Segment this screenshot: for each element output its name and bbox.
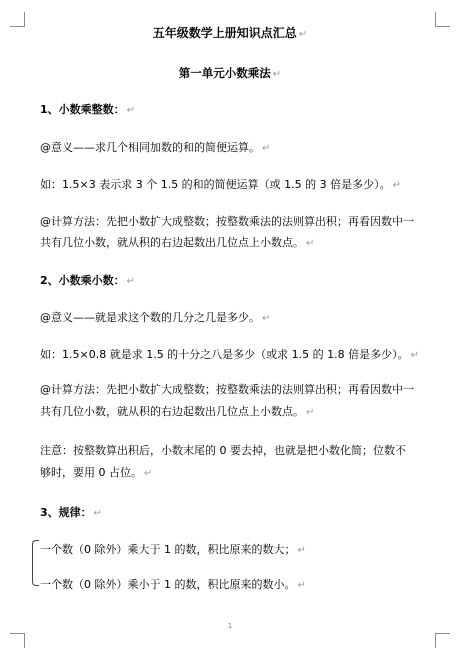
paragraph-text: @意义——求几个相同加数的和的简便运算。 ↵	[40, 141, 271, 154]
paragraph-text: @计算方法：先把小数扩大成整数；按整数乘法的法则算出积；再看因数中一	[40, 215, 414, 228]
paragraph-mark-icon: ↵	[410, 350, 420, 361]
paragraph-text: 共有几位小数，就从积的右边起数出几位点上小数点。 ↵	[40, 236, 315, 249]
page-corner-mark	[435, 12, 450, 27]
paragraph-text: 注意：按整数算出积后，小数末尾的 0 要去掉，也就是把小数化简；位数不	[40, 444, 406, 457]
section-heading: 3、规律： ↵	[40, 506, 103, 519]
paragraph-mark-icon: ↵	[297, 545, 306, 556]
page-number: 1	[227, 622, 233, 630]
brace-bracket	[32, 540, 39, 586]
paragraph-text: @意义——就是求这个数的几分之几是多少。 ↵	[40, 311, 271, 324]
rule-line: 一个数（0 除外）乘大于 1 的数，积比原来的数大； ↵	[40, 543, 306, 556]
paragraph-mark-icon: ↵	[306, 407, 315, 418]
paragraph-text: 共有几位小数，就从积的右边起数出几位点上小数点。 ↵	[40, 405, 315, 418]
page-corner-mark	[435, 633, 450, 648]
page-corner-mark	[10, 633, 25, 648]
paragraph-text: 够时，要用 0 占位。 ↵	[40, 466, 153, 479]
document-title: 五年级数学上册知识点汇总 ↵	[152, 26, 308, 40]
paragraph-mark-icon: ↵	[262, 143, 271, 154]
paragraph-mark-icon: ↵	[297, 580, 306, 591]
section-heading: 1、小数乘整数： ↵	[40, 103, 136, 116]
rule-line: 一个数（0 除外）乘小于 1 的数，积比原来的数小。 ↵	[40, 578, 306, 591]
paragraph-mark-icon: ↵	[306, 238, 315, 249]
paragraph-text: @计算方法：先把小数扩大成整数；按整数乘法的法则算出积；再看因数中一	[40, 383, 414, 396]
page-corner-mark	[10, 12, 25, 27]
paragraph-mark-icon: ↵	[144, 468, 153, 479]
paragraph-mark-icon: ↵	[298, 29, 308, 40]
paragraph-mark-icon: ↵	[392, 180, 402, 191]
paragraph-mark-icon: ↵	[262, 313, 271, 324]
paragraph-mark-icon: ↵	[126, 105, 136, 116]
unit-heading: 第一单元小数乘法 ↵	[178, 66, 282, 80]
paragraph-mark-icon: ↵	[272, 69, 282, 80]
paragraph-text: 如：1.5×3 表示求 3 个 1.5 的和的简便运算（或 1.5 的 3 倍是多少）。 ↵	[40, 178, 402, 191]
section-heading: 2、小数乘小数： ↵	[40, 274, 136, 287]
paragraph-mark-icon: ↵	[93, 508, 103, 519]
paragraph-mark-icon: ↵	[126, 276, 136, 287]
paragraph-text: 如：1.5×0.8 就是求 1.5 的十分之八是多少（或求 1.5 的 1.8 倍是多少）。 ↵	[40, 348, 420, 361]
